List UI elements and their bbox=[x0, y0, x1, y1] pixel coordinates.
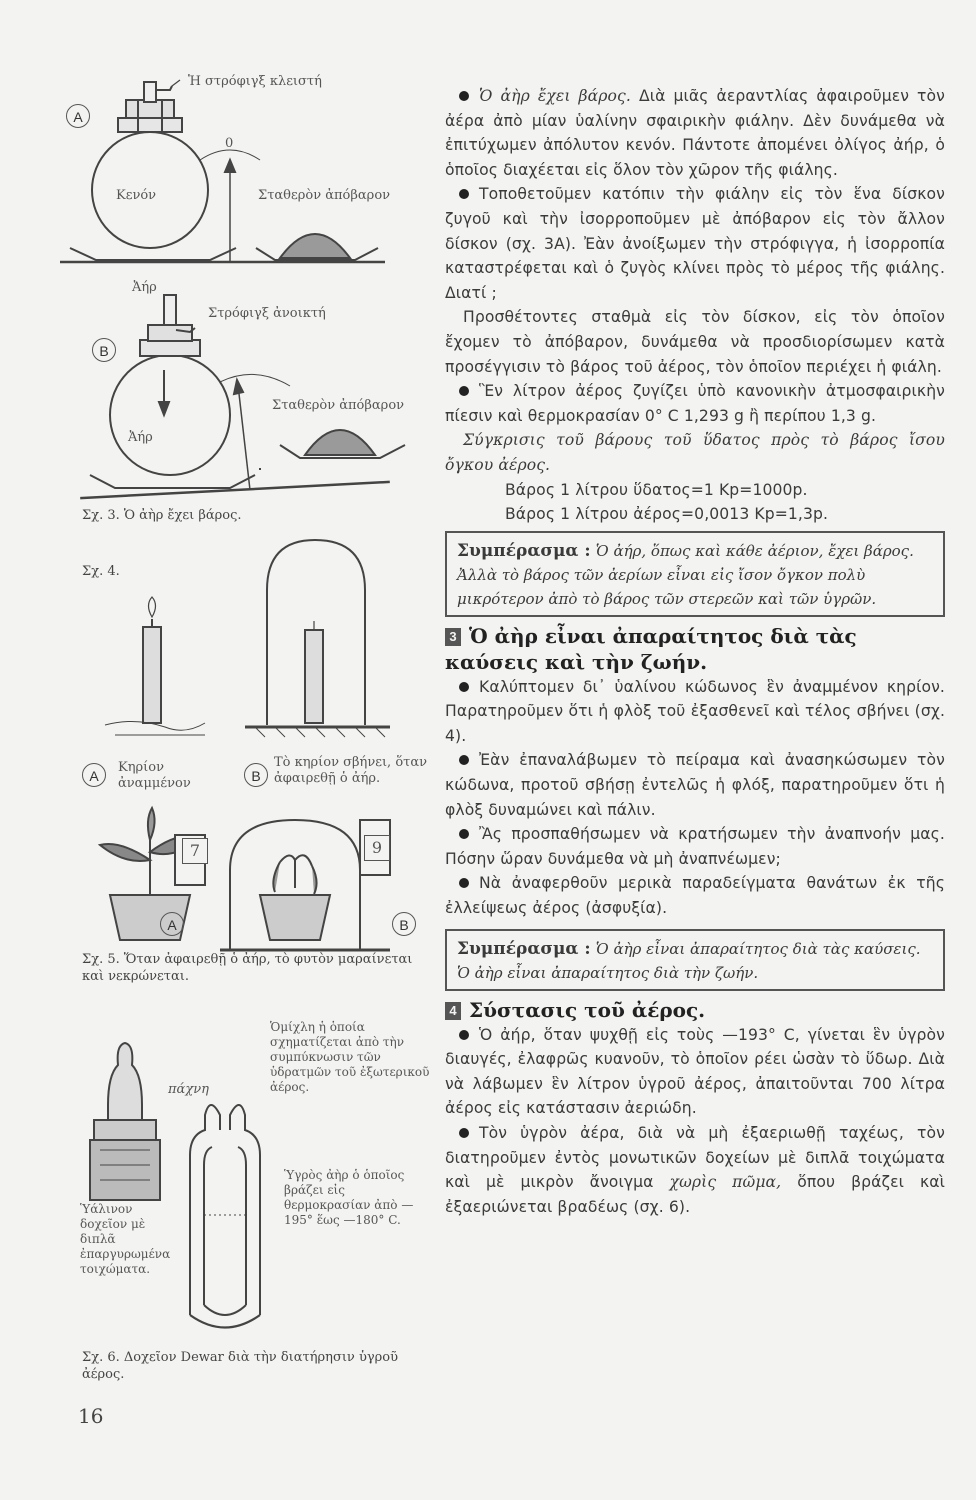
bullet-icon bbox=[459, 878, 469, 888]
fig3-zero-label: 0 bbox=[225, 136, 234, 151]
fig4-candle-lit-label: Κηρίον ἀναμμένον bbox=[118, 760, 191, 792]
paragraph-asphyxia bbox=[445, 871, 945, 920]
water-weight-line: Βάρος 1 λίτρου ὕδατος=1 Kp=1000p. bbox=[505, 480, 808, 499]
fig3-vacuum-label: Κενόν bbox=[116, 188, 157, 203]
fig5-calendar-b: 9 bbox=[364, 835, 390, 861]
conclusion-box-1 bbox=[445, 531, 945, 617]
paragraph-dewar-text-a: Τὸν ὑγρὸν ἀέρα, διὰ νὰ μὴ ἐξαεριωθῇ ταχέως, τὸν διατηροῦμεν ἐντὸς μονωτικῶν δοχείων μὲ διπλᾶ τοιχώματα καὶ μὲ μικρὸν ἄνοιγμα bbox=[445, 1124, 945, 1192]
paragraph-repeat bbox=[445, 748, 945, 822]
fig4-circle-b: B bbox=[244, 763, 268, 787]
paragraph-breath bbox=[445, 822, 945, 871]
paragraph-dewar-text-b: ὅπου βράζει καὶ ἐξαεριώνεται βραδέως (σχ. 6). bbox=[445, 1173, 945, 1216]
bullet-icon bbox=[459, 1030, 469, 1040]
paragraph-bell-jar bbox=[445, 675, 945, 749]
section-4-title: Σύστασις τοῦ ἀέρος. bbox=[469, 997, 706, 1022]
bullet-icon bbox=[459, 189, 469, 199]
fig6-frost-label: πάχνη bbox=[168, 1082, 209, 1097]
conclusion-1-text: Ὁ ἀήρ, ὅπως καὶ κάθε ἀέριον, ἔχει βάρος. Ἀλλὰ τὸ βάρος τῶν ἀερίων εἶναι εἰς ἴσον ὄγκον πολὺ μικρότερον ἀπὸ τὸ βάρος τῶν στερεῶν καὶ τῶν ὑγρῶν. bbox=[457, 541, 914, 608]
fig3-valve-open-label: Στρόφιγξ ἀνοικτή bbox=[208, 306, 326, 321]
bullet-icon bbox=[459, 755, 469, 765]
fig6-mist-label: Ὁμίχλη ἡ ὁποία σχηματίζεται ἀπὸ τὴν συμπύκνωσιν τῶν ὑδρατμῶν τοῦ ἐξωτερικοῦ ἀέρος. bbox=[270, 1020, 430, 1094]
section-4-heading bbox=[445, 997, 945, 1023]
bullet-icon bbox=[459, 829, 469, 839]
fig3-circle-a: A bbox=[66, 104, 90, 128]
fig5-drawing bbox=[90, 800, 440, 950]
section-3-heading bbox=[445, 623, 945, 675]
fig5-calendar-a: 7 bbox=[182, 838, 208, 864]
page-number: 16 bbox=[78, 1404, 104, 1428]
fig4-candle-out-label: Τὸ κηρίον σβήνει, ὅταν ἀφαιρεθῇ ὁ ἀήρ. bbox=[274, 755, 428, 787]
paragraph-litre-text: Ἓν λίτρον ἀέρος ζυγίζει ὑπὸ κανονικὴν ἀτμοσφαιρικὴν πίεσιν καὶ θερμοκρασίαν 0° C 1,293 g ἢ περίπου 1,3 g. bbox=[445, 382, 945, 425]
conclusion-box-2 bbox=[445, 929, 945, 991]
paragraph-weight-intro-italic: Ὁ ἀὴρ ἔχει βάρος. bbox=[479, 87, 631, 105]
fig6-vessel-label: Ὑάλινον δοχεῖον μὲ διπλᾶ ἐπαργυρωμένα τοιχώματα. bbox=[80, 1202, 171, 1276]
fig3-drawing bbox=[60, 70, 480, 580]
fig3-air-label-1: Ἀήρ bbox=[132, 280, 157, 295]
fig5-caption: Σχ. 5. Ὅταν ἀφαιρεθῇ ὁ ἀήρ, τὸ φυτὸν μαραίνεται καὶ νεκρώνεται. bbox=[82, 952, 413, 984]
paragraph-liquid-air bbox=[445, 1023, 945, 1121]
paragraph-repeat-text: Ἐὰν ἐπαναλάβωμεν τὸ πείραμα καὶ ἀνασηκώσωμεν τὸν κώδωνα, προτοῦ σβήσῃ ἐντελῶς ἡ φλόξ, παρατηροῦμεν ὅτι ἡ φλὸξ δυναμώνει καὶ πάλιν. bbox=[445, 751, 945, 819]
section-3-number: 3 bbox=[445, 628, 461, 646]
conclusion-2-title: Συμπέρασμα : bbox=[457, 938, 591, 959]
fig6-liquid-air-label: Ὑγρὸς ἀὴρ ὁ ὁποῖος βράζει εἰς θερμοκρασίαν ἀπὸ —195° ἕως —180° C. bbox=[284, 1168, 414, 1227]
paragraph-balance bbox=[445, 182, 945, 305]
bullet-icon bbox=[459, 91, 469, 101]
fig3-circle-b: B bbox=[92, 338, 116, 362]
paragraph-balance-text: Τοποθετοῦμεν κατόπιν τὴν φιάλην εἰς τὸν ἕνα δίσκον ζυγοῦ καὶ τὴν ἰσορροποῦμεν μὲ ἀπόβαρον εἰς τὸν ἄλλον δίσκον (σχ. 3Α). Ἐὰν ἀνοίξωμεν τὴν στρόφιγγα, ἡ ἰσορροπία καταστρέφεται καὶ ὁ ζυγὸς κλίνει πρὸς τὸ μέρος τῆς φιάλης. Διατί ; bbox=[445, 185, 945, 302]
section-3-title: Ὁ ἀὴρ εἶναι ἀπαραίτητος διὰ τὰς καύσεις καὶ τὴν ζωήν. bbox=[445, 623, 857, 674]
fig3-caption: Σχ. 3. Ὁ ἀὴρ ἔχει βάρος. bbox=[82, 508, 242, 523]
fig5-circle-b: B bbox=[392, 912, 416, 936]
bullet-icon bbox=[459, 1128, 469, 1138]
paragraph-dewar-italic: χωρὶς πῶμα, bbox=[669, 1173, 782, 1192]
bullet-icon bbox=[459, 386, 469, 396]
paragraph-weight-intro bbox=[445, 84, 945, 182]
fig6-caption: Σχ. 6. Δοχεῖον Dewar διὰ τὴν διατήρησιν ὑγροῦ ἀέρος. bbox=[82, 1350, 399, 1382]
fig4-label: Σχ. 4. bbox=[82, 564, 120, 579]
paragraph-comparison: Σύγκρισις τοῦ βάρους τοῦ ὕδατος πρὸς τὸ βάρος ἴσου ὄγκου ἀέρος. bbox=[445, 431, 945, 474]
conclusion-1-title: Συμπέρασμα : bbox=[457, 540, 591, 561]
paragraph-measure: Προσθέτοντες σταθμὰ εἰς τὸν δίσκον, εἰς τὸν ὁποῖον ἔχομεν τὸ ἀπόβαρον, δυνάμεθα νὰ προσδιορίσωμεν κατὰ προσέγγισιν τὸ βάρος τοῦ ἀέρος, τὸν ὁποῖον περιέχει ἡ φιάλη. bbox=[445, 308, 945, 376]
paragraph-weight-intro-text: Διὰ μιᾶς ἀεραντλίας ἀφαιροῦμεν τὸν ἀέρα ἀπὸ μίαν ὑαλίνην σφαιρικὴν φιάλην. Δὲν δυνάμεθα νὰ ἐπιτύχωμεν ἀπόλυτον κενόν. Πάντοτε ἀπομένει ὀλίγος ἀήρ, ὁ ὁποῖος διαχέεται εἰς ὅλον τὸν χῶρον τῆς φιάλης. bbox=[445, 87, 945, 179]
bullet-icon bbox=[459, 682, 469, 692]
fig4-drawing bbox=[95, 535, 435, 755]
fig4-circle-a: A bbox=[82, 763, 106, 787]
paragraph-litre bbox=[445, 379, 945, 428]
paragraph-dewar bbox=[445, 1121, 945, 1219]
conclusion-2-text: Ὁ ἀὴρ εἶναι ἀπαραίτητος διὰ τὰς καύσεις. Ὁ ἀὴρ εἶναι ἀπαραίτητος διὰ τὴν ζωήν. bbox=[457, 939, 921, 982]
section-4-number: 4 bbox=[445, 1002, 461, 1020]
fig3-valve-closed-label: Ἡ στρόφιγξ κλειστή bbox=[188, 74, 322, 89]
fig3-weight-bottom-label: Σταθερὸν ἀπόβαρον bbox=[272, 398, 405, 413]
air-weight-line: Βάρος 1 λίτρου ἀέρος=0,0013 Kp=1,3p. bbox=[505, 505, 829, 524]
paragraph-liquid-air-text: Ὁ ἀήρ, ὅταν ψυχθῇ εἰς τοὺς —193° C, γίνεται ἓν ὑγρὸν διαυγές, ἐλαφρῶς κυανοῦν, τὸ ὁποῖον ρέει ὡσὰν τὸ ὕδωρ. Διὰ νὰ λάβωμεν ἓν λίτρον ὑγροῦ ἀέρος, ἀπαιτοῦνται 700 λίτρα ἀέρος εἰς κατάστασιν ἀεριώδη. bbox=[445, 1025, 945, 1118]
paragraph-asphyxia-text: Νὰ ἀναφερθοῦν μερικὰ παραδείγματα θανάτων ἐκ τῆς ἐλλείψεως ἀέρος (ἀσφυξία). bbox=[445, 874, 945, 918]
text-column bbox=[445, 84, 945, 1219]
fig3-weight-top-label: Σταθερὸν ἀπόβαρον bbox=[258, 188, 391, 203]
fig5-circle-a: A bbox=[160, 912, 184, 936]
paragraph-bell-jar-text: Καλύπτομεν δι᾿ ὑαλίνου κώδωνος ἓν ἀναμμένον κηρίον. Παρατηροῦμεν ὅτι ἡ φλὸξ τοῦ ἐξασθενεῖ καὶ τέλος σβήνει (σχ. 4). bbox=[445, 677, 945, 745]
fig3-air-label-2: Ἀήρ bbox=[128, 430, 153, 445]
paragraph-breath-text: Ἂς προσπαθήσωμεν νὰ κρατήσωμεν τὴν ἀναπνοήν μας. Πόσην ὥραν δυνάμεθα νὰ μὴ ἀναπνέωμεν; bbox=[445, 825, 945, 868]
